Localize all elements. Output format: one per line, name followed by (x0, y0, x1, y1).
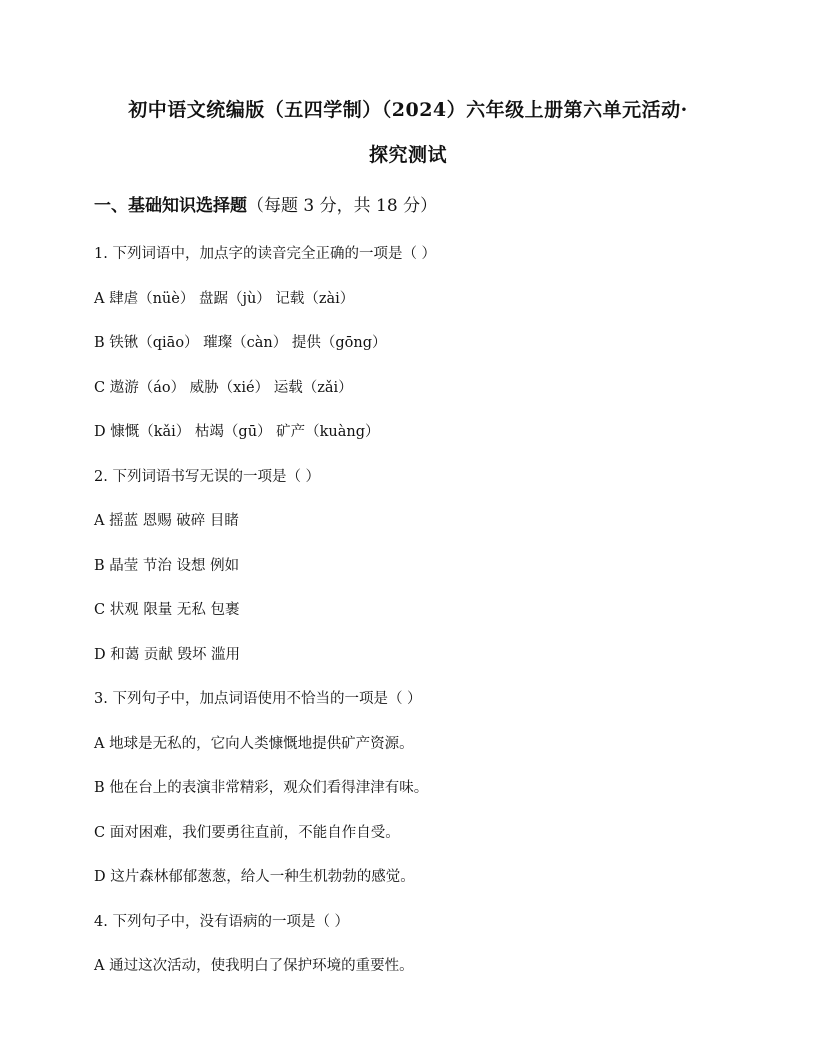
section-heading (94, 191, 437, 216)
section-score-note: （每题 3 分，共 18 分） (247, 196, 438, 216)
question-4-option-a: A 通过这次活动，使我明白了保护环境的重要性。 (94, 958, 414, 974)
document-title-line-2: 探究测试 (368, 144, 447, 166)
question-2-option-a: A 摇蓝 恩赐 破碎 目睹 (94, 513, 239, 529)
question-2-option-c: C 状观 限量 无私 包裹 (94, 602, 240, 618)
question-2-option-d: D 和蔼 贡献 毁坏 滥用 (94, 647, 241, 663)
question-3-option-a: A 地球是无私的，它向人类慷慨地提供矿产资源。 (94, 736, 414, 752)
question-1-option-d: D 慷慨（kǎi） 枯竭（gū） 矿产（kuàng） (94, 424, 380, 440)
question-3-option-c: C 面对困难，我们要勇往直前，不能自作自受。 (94, 825, 400, 841)
question-3-option-d: D 这片森林郁郁葱葱，给人一种生机勃勃的感觉。 (94, 869, 415, 885)
question-2-option-b: B 晶莹 节治 设想 例如 (94, 558, 240, 574)
question-4: 4. 下列句子中，没有语病的一项是（ ） (94, 914, 350, 930)
question-1-option-b: B 铁锹（qiāo） 璀璨（càn） 提供（gōng） (94, 335, 387, 351)
question-2: 2. 下列词语书写无误的一项是（ ） (94, 469, 321, 485)
question-1-option-c: C 遨游（áo） 威胁（xié） 运载（zǎi） (94, 380, 353, 396)
question-1: 1. 下列词语中，加点字的读音完全正确的一项是（ ） (94, 246, 437, 262)
section-title: 一、基础知识选择题 (94, 196, 247, 216)
question-1-option-a: A 肆虐（nüè） 盘踞（jù） 记载（zài） (94, 291, 355, 307)
document-title-line-1: 初中语文统编版（五四学制）（2024）六年级上册第六单元活动· (128, 99, 688, 121)
question-3: 3. 下列句子中，加点词语使用不恰当的一项是（ ） (94, 691, 422, 707)
question-3-option-b: B 他在台上的表演非常精彩，观众们看得津津有味。 (94, 780, 429, 796)
